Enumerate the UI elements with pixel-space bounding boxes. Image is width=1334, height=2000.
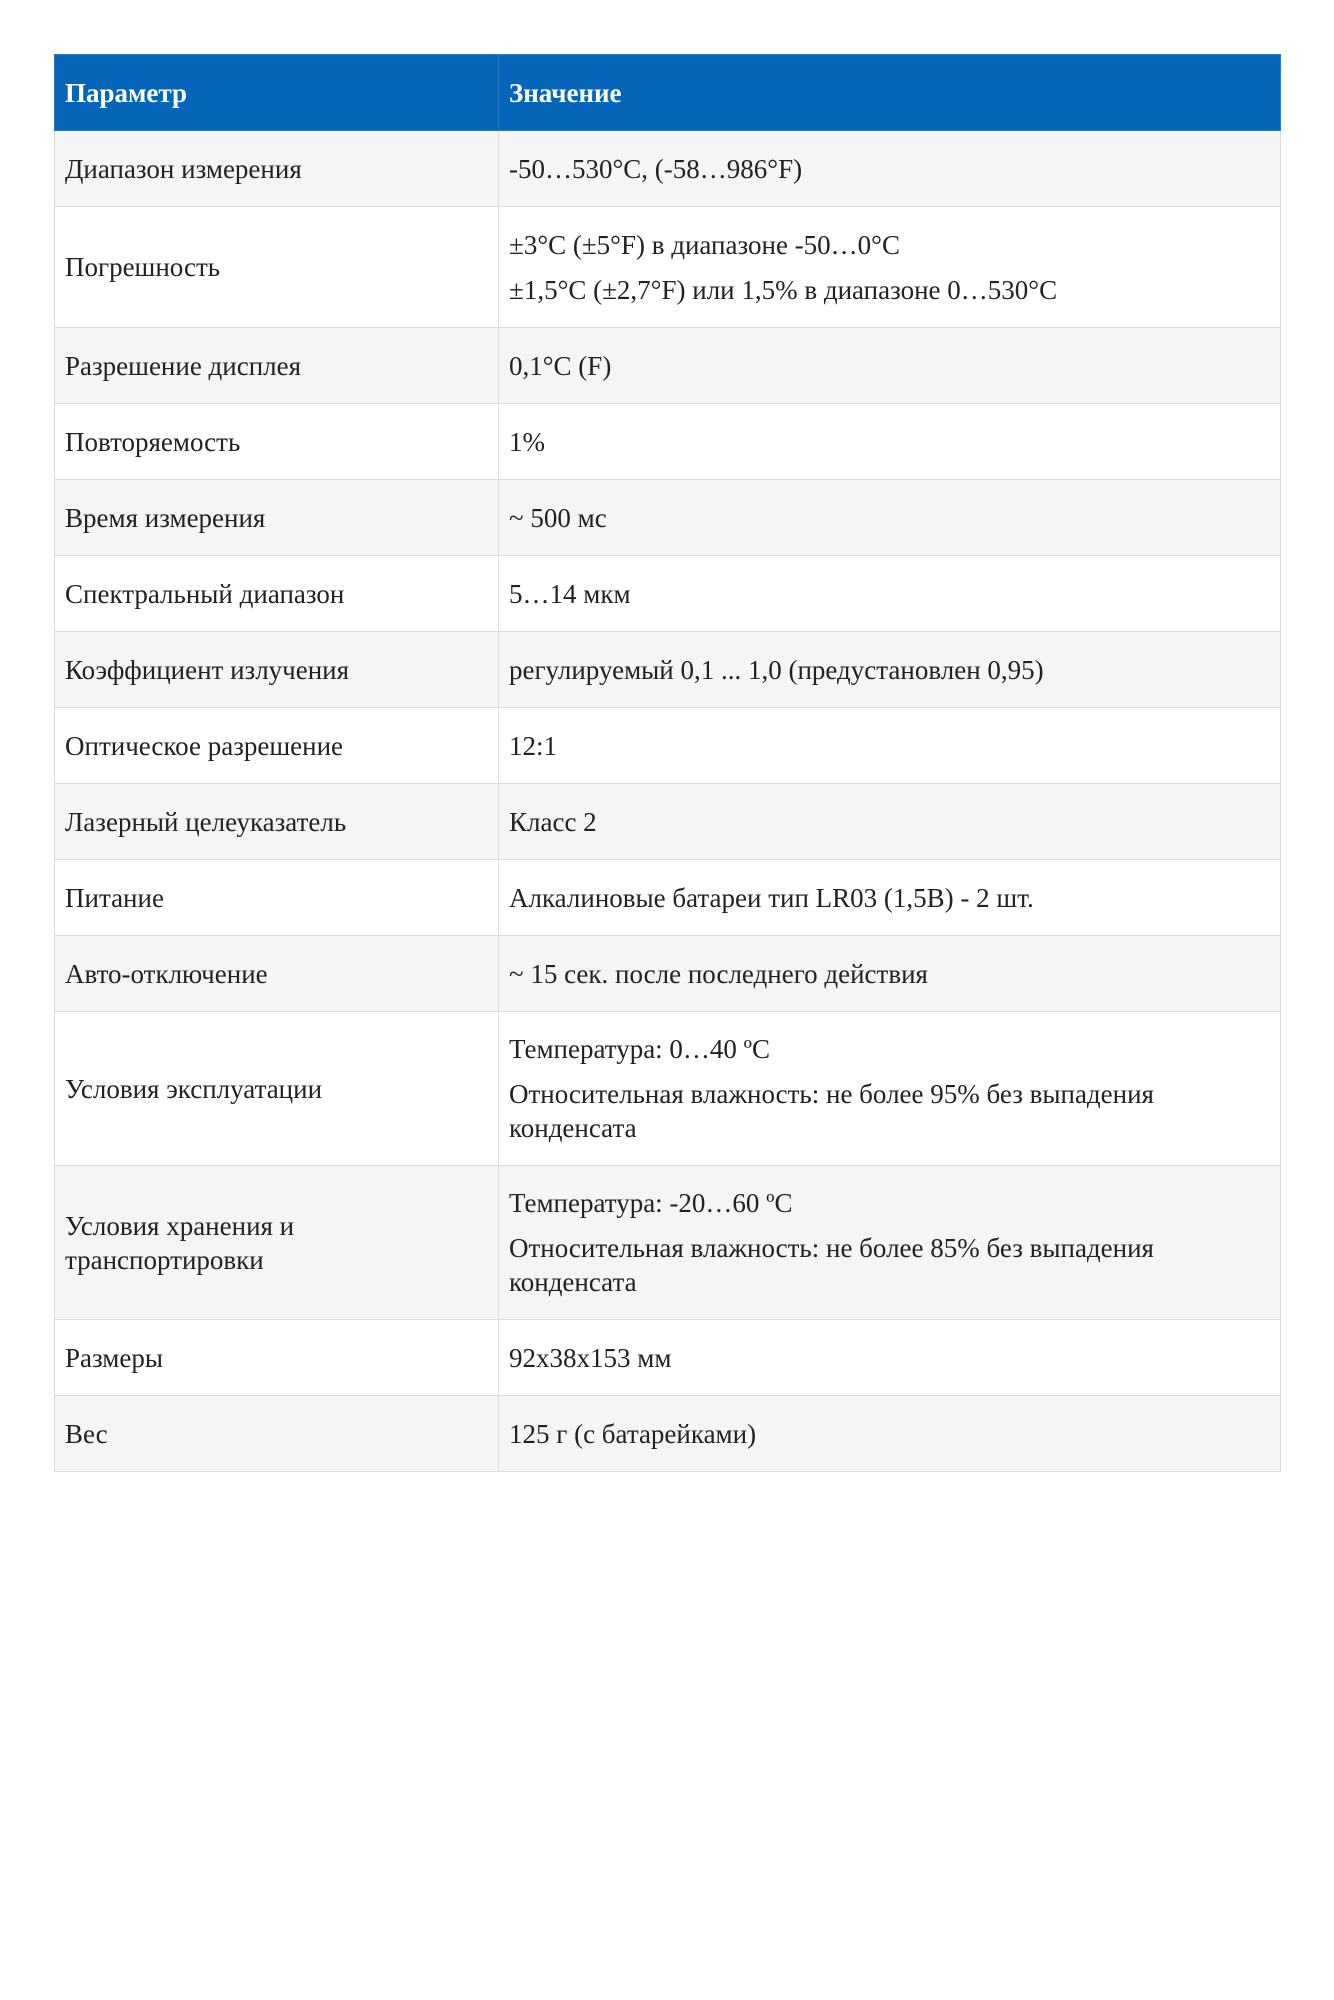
value-line: Относительная влажность: не более 95% без выпадения конденсата <box>509 1079 1154 1143</box>
value-cell <box>499 860 1281 936</box>
table-row <box>55 404 1281 480</box>
param-cell: Условия хранения и транспортировки <box>55 1166 499 1320</box>
param-cell: Разрешение дисплея <box>55 328 499 404</box>
value-line: ~ 500 мс <box>509 502 607 533</box>
table-row <box>55 936 1281 1012</box>
table-row <box>55 860 1281 936</box>
table-row <box>55 632 1281 708</box>
value-line: 125 г (с батарейками) <box>509 1418 757 1449</box>
value-line: ±1,5°C (±2,7°F) или 1,5% в диапазоне 0…530°C <box>509 274 1058 305</box>
param-cell: Условия эксплуатации <box>55 1012 499 1166</box>
param-cell: Погрешность <box>55 207 499 328</box>
table-row <box>55 480 1281 556</box>
table-row <box>55 1012 1281 1166</box>
table-row <box>55 131 1281 207</box>
value-line: ±3°C (±5°F) в диапазоне -50…0°C <box>509 229 900 260</box>
param-cell: Авто-отключение <box>55 936 499 1012</box>
value-cell <box>499 1012 1281 1166</box>
table-row <box>55 1320 1281 1396</box>
header-param: Параметр <box>55 55 499 131</box>
spec-table <box>54 54 1281 1472</box>
value-cell <box>499 480 1281 556</box>
table-row <box>55 784 1281 860</box>
param-cell: Диапазон измерения <box>55 131 499 207</box>
value-cell <box>499 1396 1281 1472</box>
value-line: 12:1 <box>509 730 558 761</box>
table-row <box>55 708 1281 784</box>
value-cell <box>499 632 1281 708</box>
value-line: -50…530°C, (-58…986°F) <box>509 153 803 184</box>
value-cell <box>499 131 1281 207</box>
table-row <box>55 556 1281 632</box>
header-value: Значение <box>499 55 1281 131</box>
param-cell: Время измерения <box>55 480 499 556</box>
value-cell <box>499 1320 1281 1396</box>
value-line: Температура: 0…40 ºC <box>509 1034 771 1064</box>
table-row <box>55 328 1281 404</box>
value-line: 0,1°C (F) <box>509 350 612 381</box>
value-cell <box>499 1166 1281 1320</box>
value-line: 5…14 мкм <box>509 578 631 609</box>
param-cell: Повторяемость <box>55 404 499 480</box>
param-cell: Спектральный диапазон <box>55 556 499 632</box>
param-cell: Оптическое разрешение <box>55 708 499 784</box>
param-cell: Размеры <box>55 1320 499 1396</box>
value-line: 92x38x153 мм <box>509 1342 672 1373</box>
value-line: Температура: -20…60 ºC <box>509 1188 793 1218</box>
value-cell <box>499 556 1281 632</box>
value-cell <box>499 404 1281 480</box>
value-cell <box>499 784 1281 860</box>
table-row <box>55 1396 1281 1472</box>
param-cell: Вес <box>55 1396 499 1472</box>
param-cell: Питание <box>55 860 499 936</box>
value-cell <box>499 708 1281 784</box>
value-line: регулируемый 0,1 ... 1,0 (предустановлен 0,95) <box>509 654 1044 685</box>
value-cell <box>499 936 1281 1012</box>
value-cell <box>499 328 1281 404</box>
param-cell: Лазерный целеуказатель <box>55 784 499 860</box>
value-cell <box>499 207 1281 328</box>
table-row <box>55 207 1281 328</box>
value-line: Алкалиновые батареи тип LR03 (1,5В) - 2 шт. <box>509 882 1034 913</box>
param-cell: Коэффициент излучения <box>55 632 499 708</box>
value-line: ~ 15 сек. после последнего действия <box>509 958 928 989</box>
value-line: Относительная влажность: не более 85% без выпадения конденсата <box>509 1233 1154 1297</box>
value-line: Класс 2 <box>509 806 597 837</box>
table-header-row <box>55 55 1281 131</box>
value-line: 1% <box>509 426 545 457</box>
table-row <box>55 1166 1281 1320</box>
